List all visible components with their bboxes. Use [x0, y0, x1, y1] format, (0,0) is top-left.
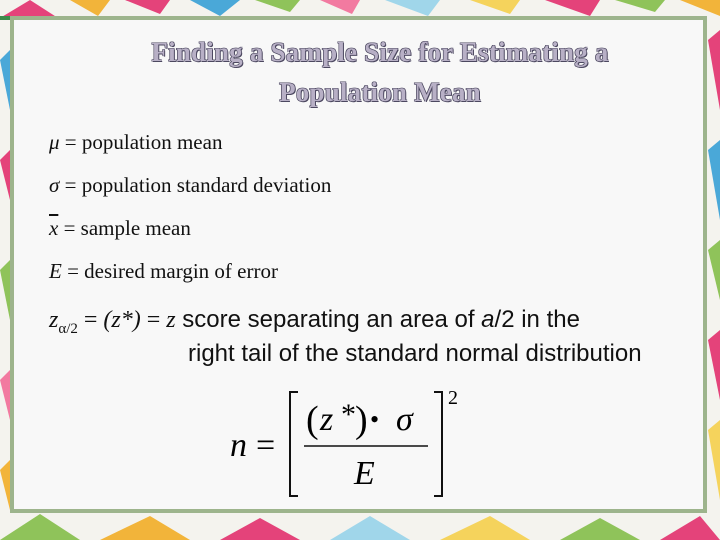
- definition-mu: [49, 130, 222, 155]
- slide-title: [40, 32, 720, 112]
- formula-exponent: 2: [448, 387, 458, 409]
- zscore-definition-line-2: right tail of the standard normal distribution: [188, 340, 642, 367]
- numerator-z: z: [320, 401, 334, 438]
- denominator-E: E: [354, 455, 375, 492]
- z-symbol-2: z: [166, 307, 176, 333]
- equals-sign-2: =: [140, 307, 167, 333]
- formula-equals: =: [256, 427, 276, 464]
- left-bracket: [290, 392, 298, 496]
- numerator-sigma: σ: [396, 401, 413, 438]
- numerator-dot: •: [370, 405, 380, 434]
- title-line-2: Population Mean: [279, 77, 481, 107]
- definition-sigma: [49, 173, 331, 198]
- mu-definition: = population mean: [59, 130, 223, 154]
- E-definition: = desired margin of error: [61, 259, 278, 283]
- equals-sign: =: [77, 307, 104, 333]
- sample-size-formula: [222, 380, 472, 500]
- right-bracket: [434, 392, 442, 496]
- numerator-close-paren: ): [355, 399, 368, 441]
- xbar-symbol: $\overline{x}$: [49, 216, 59, 240]
- zscore-text-2: /2 in the: [494, 306, 580, 333]
- mu-symbol: μ: [49, 130, 60, 154]
- formula-n: n: [230, 427, 247, 464]
- zscore-text: score separating an area of: [175, 306, 482, 333]
- title-line-1: Finding a Sample Size for Estimating a: [151, 37, 609, 67]
- zscore-definition-line-1: [49, 306, 580, 338]
- zstar-symbol: (z*): [103, 307, 141, 333]
- xbar-definition: = sample mean: [58, 216, 191, 240]
- numerator-star: *: [341, 398, 356, 431]
- z-symbol: z: [49, 307, 59, 333]
- definition-xbar: [49, 216, 191, 241]
- sigma-definition: = population standard deviation: [59, 173, 332, 197]
- alpha-half-subscript: α/2: [58, 320, 78, 337]
- numerator-open-paren: (: [306, 399, 319, 441]
- E-symbol: E: [49, 259, 62, 283]
- sigma-symbol: σ: [49, 173, 60, 197]
- a-symbol: a: [481, 306, 495, 333]
- definition-margin-of-error: [49, 259, 278, 284]
